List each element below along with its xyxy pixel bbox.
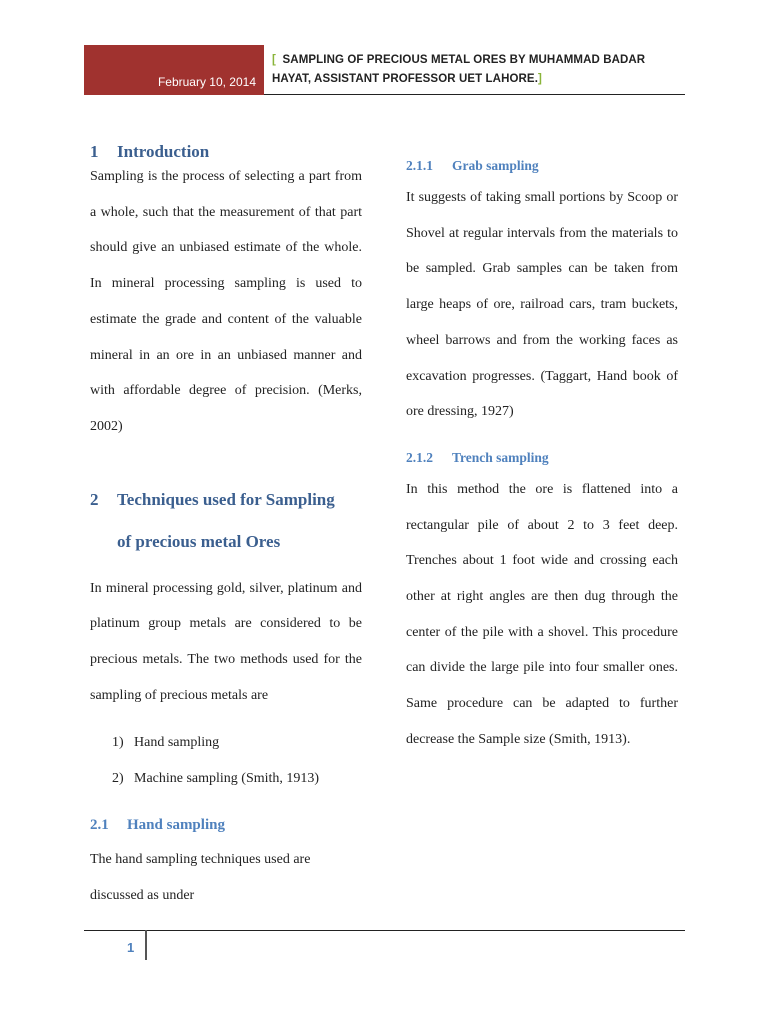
bracket-open: [ — [272, 54, 276, 66]
list-item — [90, 761, 362, 797]
trench-sampling-paragraph: In this method the ore is flattened into a rectangular pile of about 2 to 3 feet deep. Trenches about 1 foot wide and crossing each other at right angles are then dug through the center of the pile with a shovel. This procedure can divide the large pile into four smaller ones. Same procedure can be adapted to further decrease the Sample size (Smith, 1913). — [406, 481, 678, 747]
techniques-paragraph: In mineral processing gold, silver, platinum and platinum group metals are considered to be precious metals. The two methods used for the sampling of precious metals are — [90, 580, 362, 703]
date-box — [84, 45, 264, 95]
subsubsection-heading-trench — [406, 450, 678, 466]
section-number: 2.1 — [90, 817, 109, 834]
header-rule — [264, 94, 685, 95]
section-number: 2.1.2 — [406, 449, 433, 465]
section-title: Trench sampling — [452, 449, 549, 465]
hand-sampling-paragraph: The hand sampling techniques used are discussed as under — [90, 852, 311, 904]
list-item-number: 1) — [112, 735, 124, 751]
section-number: 2 — [90, 489, 99, 509]
header-date: February 10, 2014 — [157, 75, 256, 89]
intro-paragraph: Sampling is the process of selecting a part from a whole, such that the measurement of that part should give an unbiased estimate of the whole. In mineral processing sampling is used to estimate the grade and content of the valuable mineral in an ore in an unbiased manner and with affordable degree of precision. (Merks, 2002) — [90, 169, 362, 434]
section-heading-techniques — [90, 479, 362, 563]
list-item — [90, 725, 362, 761]
header-title — [272, 51, 685, 89]
page-number: 1 — [127, 940, 135, 955]
list-item-label: Hand sampling — [134, 735, 220, 751]
list-item-number: 2) — [112, 771, 124, 787]
bracket-close: ] — [538, 73, 542, 85]
footer-rule — [84, 930, 685, 931]
section-title: Grab sampling — [452, 158, 539, 173]
section-title-line1: Techniques used for Sampling — [117, 489, 335, 509]
right-column — [406, 140, 678, 758]
section-number: 2.1.1 — [406, 158, 433, 173]
subsection-heading-hand-sampling — [90, 817, 362, 834]
section-number: 1 — [90, 142, 99, 161]
grab-sampling-paragraph: It suggests of taking small portions by Scoop or Shovel at regular intervals from the materials to be sampled. Grab samples can be taken from large heaps of ore, railroad cars, tram buckets, wheel barrows and from the working faces as excavation progresses. (Taggart, Hand book of ore dressing, 1927) — [406, 190, 678, 420]
methods-list — [90, 725, 362, 797]
list-item-label: Machine sampling (Smith, 1913) — [134, 771, 320, 787]
section-title-line2: of precious metal Ores — [117, 531, 281, 551]
section-title: Introduction — [117, 142, 210, 161]
subsubsection-heading-grab — [406, 158, 678, 174]
page-header — [84, 45, 685, 95]
left-column — [90, 140, 362, 914]
header-title-text: SAMPLING OF PRECIOUS METAL ORES BY MUHAMMAD BADAR HAYAT, ASSISTANT PROFESSOR UET LAHORE. — [272, 54, 646, 85]
section-title: Hand sampling — [127, 817, 225, 834]
page-number-divider — [145, 930, 147, 960]
